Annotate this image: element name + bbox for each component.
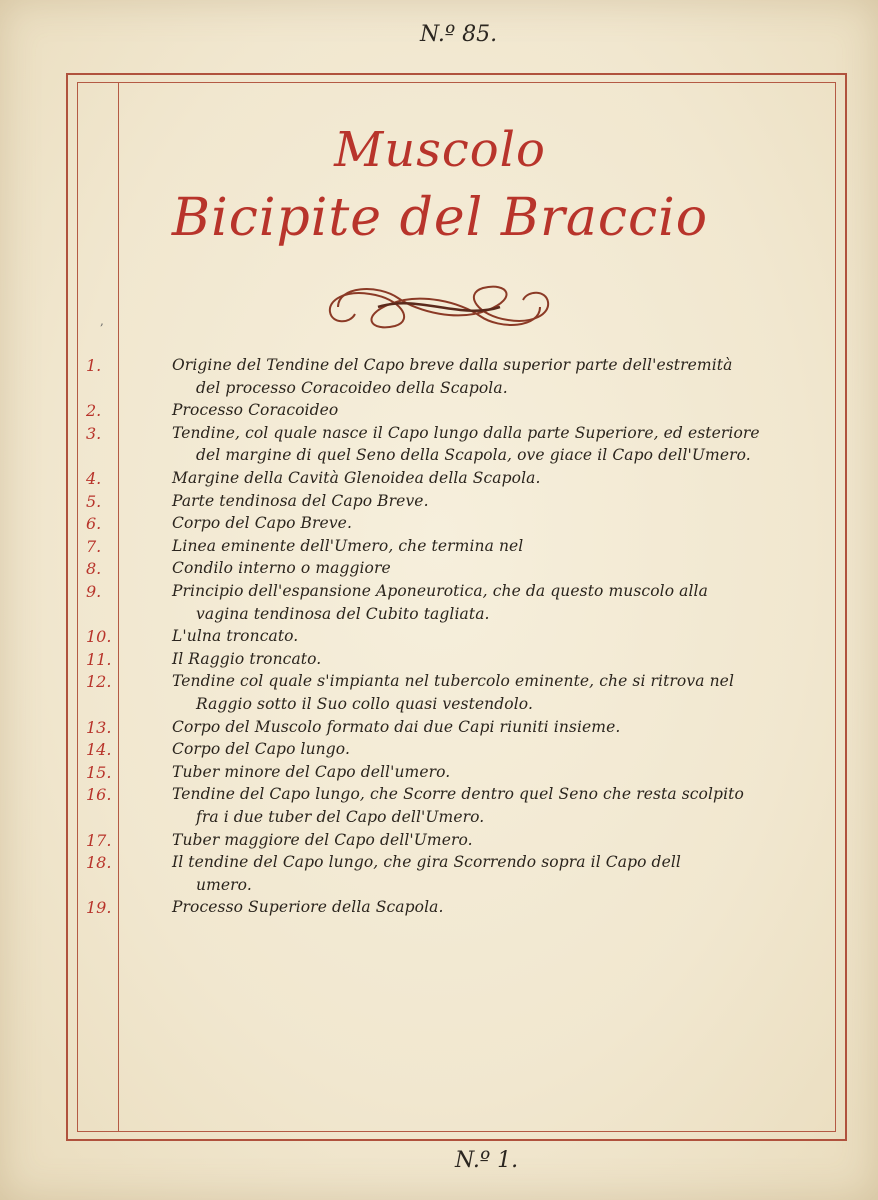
- item-text: Origine del Tendine del Capo breve dalla superior parte dell'estremità: [172, 356, 733, 374]
- item-text: Tuber maggiore del Capo dell'Umero.: [172, 830, 473, 849]
- item-number: 1.: [86, 356, 102, 375]
- item-text-continuation: del processo Coracoideo della Scapola.: [196, 378, 508, 397]
- item-number: 8.: [86, 559, 102, 579]
- item-number: 7.: [86, 536, 102, 556]
- margin-rule: [118, 82, 119, 1132]
- item-number: 3.: [86, 423, 102, 443]
- item-text: Condilo interno o maggiore: [172, 559, 391, 578]
- item-number: 10.: [86, 627, 112, 647]
- item-number: 6.: [86, 514, 102, 534]
- item-number: 4.: [86, 469, 102, 488]
- item-number: 12.: [86, 672, 112, 692]
- item-number: 5.: [86, 491, 102, 511]
- item-text: Tendine col quale s'impianta nel tubercolo eminente, che si ritrova nel: [172, 672, 735, 691]
- item-number: 18.: [86, 853, 112, 873]
- item-text: Linea eminente dell'Umero, che termina nel: [172, 536, 524, 555]
- item-text: Tendine del Capo lungo, che Scorre dentro quel Seno che resta scolpito: [172, 785, 744, 804]
- item-text: Il Raggio troncato.: [172, 649, 322, 668]
- item-text-continuation: vagina tendinosa del Cubito tagliata.: [196, 604, 490, 623]
- item-number: 17.: [86, 830, 112, 850]
- item-number: 14.: [86, 740, 112, 760]
- item-text: Processo Coracoideo: [172, 401, 339, 420]
- page-number-bottom: N.º 1.: [455, 1148, 519, 1173]
- item-text-continuation: umero.: [196, 875, 252, 894]
- item-text-continuation: fra i due tuber del Capo dell'Umero.: [196, 808, 485, 826]
- flourish-ornament: [318, 276, 560, 338]
- item-text: L'ulna troncato.: [172, 627, 299, 646]
- title-line-2: Bicipite del Braccio: [171, 188, 709, 248]
- item-number: 15.: [86, 762, 112, 782]
- item-number: 13.: [86, 717, 112, 737]
- item-text: Corpo del Muscolo formato dai due Capi riuniti insieme.: [172, 717, 621, 736]
- item-text-continuation: Raggio sotto il Suo collo quasi vestendolo.: [196, 695, 533, 713]
- item-text: Processo Superiore della Scapola.: [172, 898, 444, 917]
- item-text: Tendine, col quale nasce il Capo lungo dalla parte Superiore, ed esteriore: [172, 423, 760, 442]
- item-number: 16.: [86, 785, 112, 805]
- item-text-continuation: del margine di quel Seno della Scapola, ove giace il Capo dell'Umero.: [196, 446, 751, 465]
- item-text: Parte tendinosa del Capo Breve.: [172, 491, 429, 510]
- margin-tick: ,: [100, 314, 104, 328]
- title-line-1: Muscolo: [334, 122, 546, 178]
- item-text: Corpo del Capo Breve.: [172, 514, 352, 533]
- item-text: Margine della Cavità Glenoidea della Scapola.: [172, 469, 541, 487]
- page-number-top: N.º 85.: [420, 22, 498, 47]
- item-number: 9.: [86, 582, 102, 601]
- item-text: Corpo del Capo lungo.: [172, 740, 350, 759]
- item-text: Principio dell'espansione Aponeurotica, che da questo muscolo alla: [172, 582, 708, 600]
- item-number: 11.: [86, 649, 112, 669]
- item-number: 19.: [86, 898, 112, 918]
- item-number: 2.: [86, 401, 102, 421]
- item-text: Il tendine del Capo lungo, che gira Scorrendo sopra il Capo dell: [172, 853, 681, 872]
- item-text: Tuber minore del Capo dell'umero.: [172, 762, 451, 781]
